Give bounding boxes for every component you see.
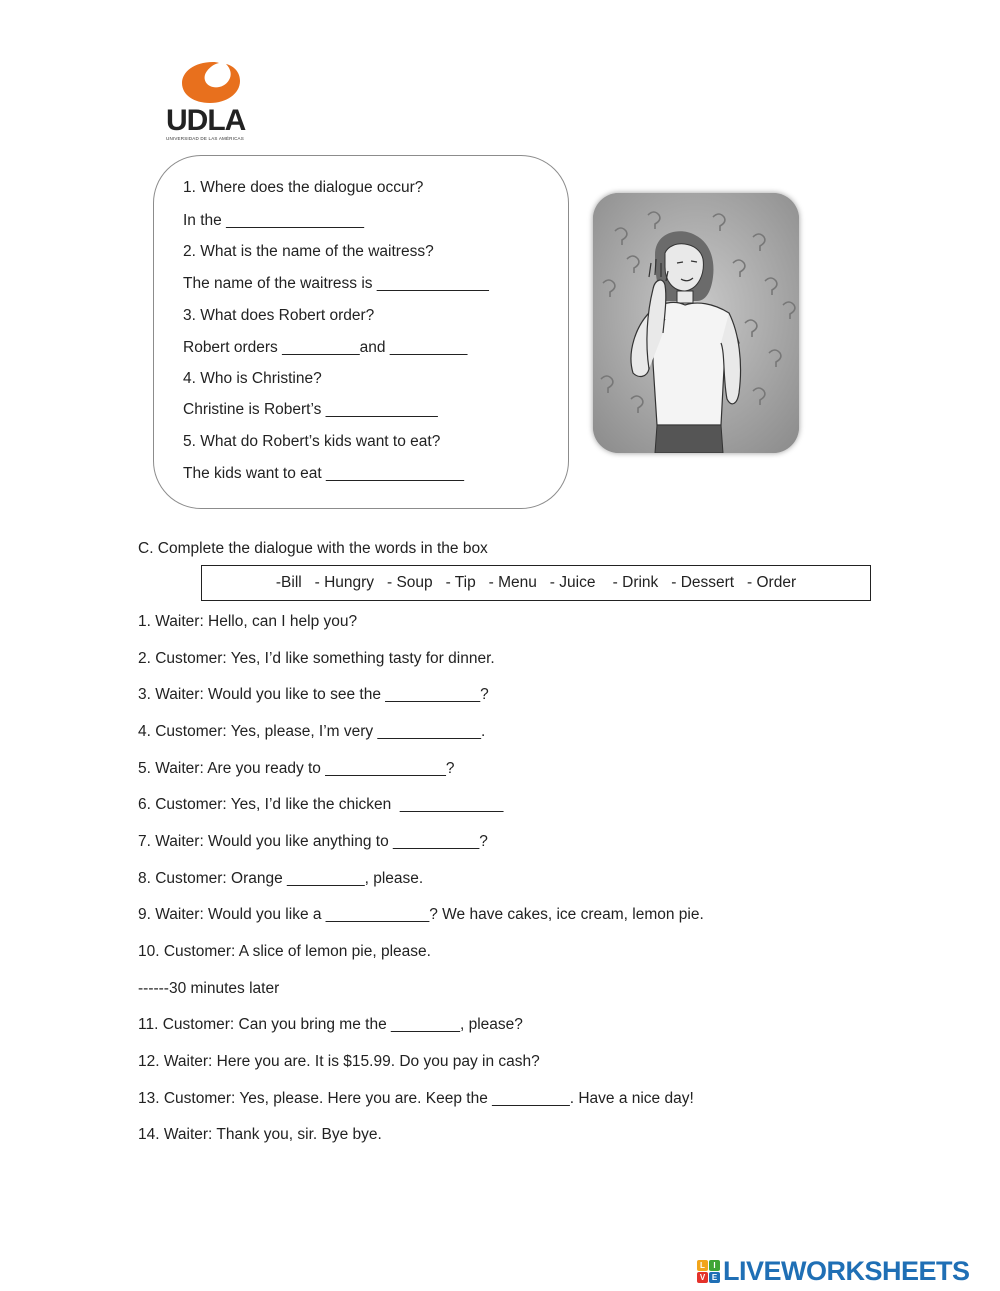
- dialogue-line: 1. Waiter: Hello, can I help you?: [138, 613, 358, 630]
- liveworksheets-brand: [697, 1256, 970, 1286]
- word-bank-box: [201, 565, 871, 601]
- udla-logo: [160, 58, 260, 148]
- brand-tile: I: [709, 1260, 720, 1271]
- question-line: 4. Who is Christine?: [183, 370, 322, 387]
- dialogue-line: ------30 minutes later: [138, 980, 280, 997]
- brand-tile: E: [709, 1272, 720, 1283]
- dialogue-line: 9. Waiter: Would you like a ____________? We have cakes, ice cream, lemon pie.: [138, 906, 704, 923]
- brand-tile: L: [697, 1260, 708, 1271]
- question-line: 3. What does Robert order?: [183, 307, 375, 324]
- dialogue-line: 13. Customer: Yes, please. Here you are. Keep the _________. Have a nice day!: [138, 1090, 694, 1107]
- logo-subtitle: UNIVERSIDAD DE LAS AMÉRICAS: [166, 136, 244, 141]
- dialogue-line: 8. Customer: Orange _________, please.: [138, 870, 424, 887]
- dialogue-line: 14. Waiter: Thank you, sir. Bye bye.: [138, 1126, 382, 1143]
- dialogue-line: 6. Customer: Yes, I’d like the chicken ____________: [138, 796, 504, 813]
- word-bank: -Bill - Hungry - Soup - Tip - Menu - Juice - Drink - Dessert - Order: [275, 574, 797, 591]
- confused-woman-illustration: [593, 193, 799, 453]
- dialogue-line: 4. Customer: Yes, please, I’m very ____________.: [138, 723, 486, 740]
- question-line: 1. Where does the dialogue occur?: [183, 179, 424, 196]
- answer-line: The name of the waitress is _____________: [183, 275, 489, 292]
- question-line: 5. What do Robert’s kids want to eat?: [183, 433, 441, 450]
- answer-line: In the ________________: [183, 212, 365, 229]
- dialogue-line: 2. Customer: Yes, I’d like something tasty for dinner.: [138, 650, 495, 667]
- dialogue-line: 10. Customer: A slice of lemon pie, please.: [138, 943, 431, 960]
- dialogue-line: 12. Waiter: Here you are. It is $15.99. Do you pay in cash?: [138, 1053, 540, 1070]
- dialogue-line: 5. Waiter: Are you ready to ______________?: [138, 760, 455, 777]
- brand-tile: V: [697, 1272, 708, 1283]
- section-c-title: C. Complete the dialogue with the words in the box: [138, 540, 488, 557]
- dialogue-line: 3. Waiter: Would you like to see the ___________?: [138, 686, 489, 703]
- dialogue-line: 11. Customer: Can you bring me the ________, please?: [138, 1016, 523, 1033]
- brand-tiles-icon: [697, 1260, 720, 1283]
- udla-logo-mark: [178, 58, 248, 106]
- answer-line: Robert orders _________and _________: [183, 339, 468, 356]
- brand-name: LIVEWORKSHEETS: [723, 1255, 970, 1286]
- answer-line: Christine is Robert’s _____________: [183, 401, 438, 418]
- question-line: 2. What is the name of the waitress?: [183, 243, 434, 260]
- logo-wordmark: UDLA: [166, 104, 246, 137]
- answer-line: The kids want to eat ________________: [183, 465, 464, 482]
- dialogue-line: 7. Waiter: Would you like anything to __________?: [138, 833, 488, 850]
- questions-box: [153, 155, 569, 509]
